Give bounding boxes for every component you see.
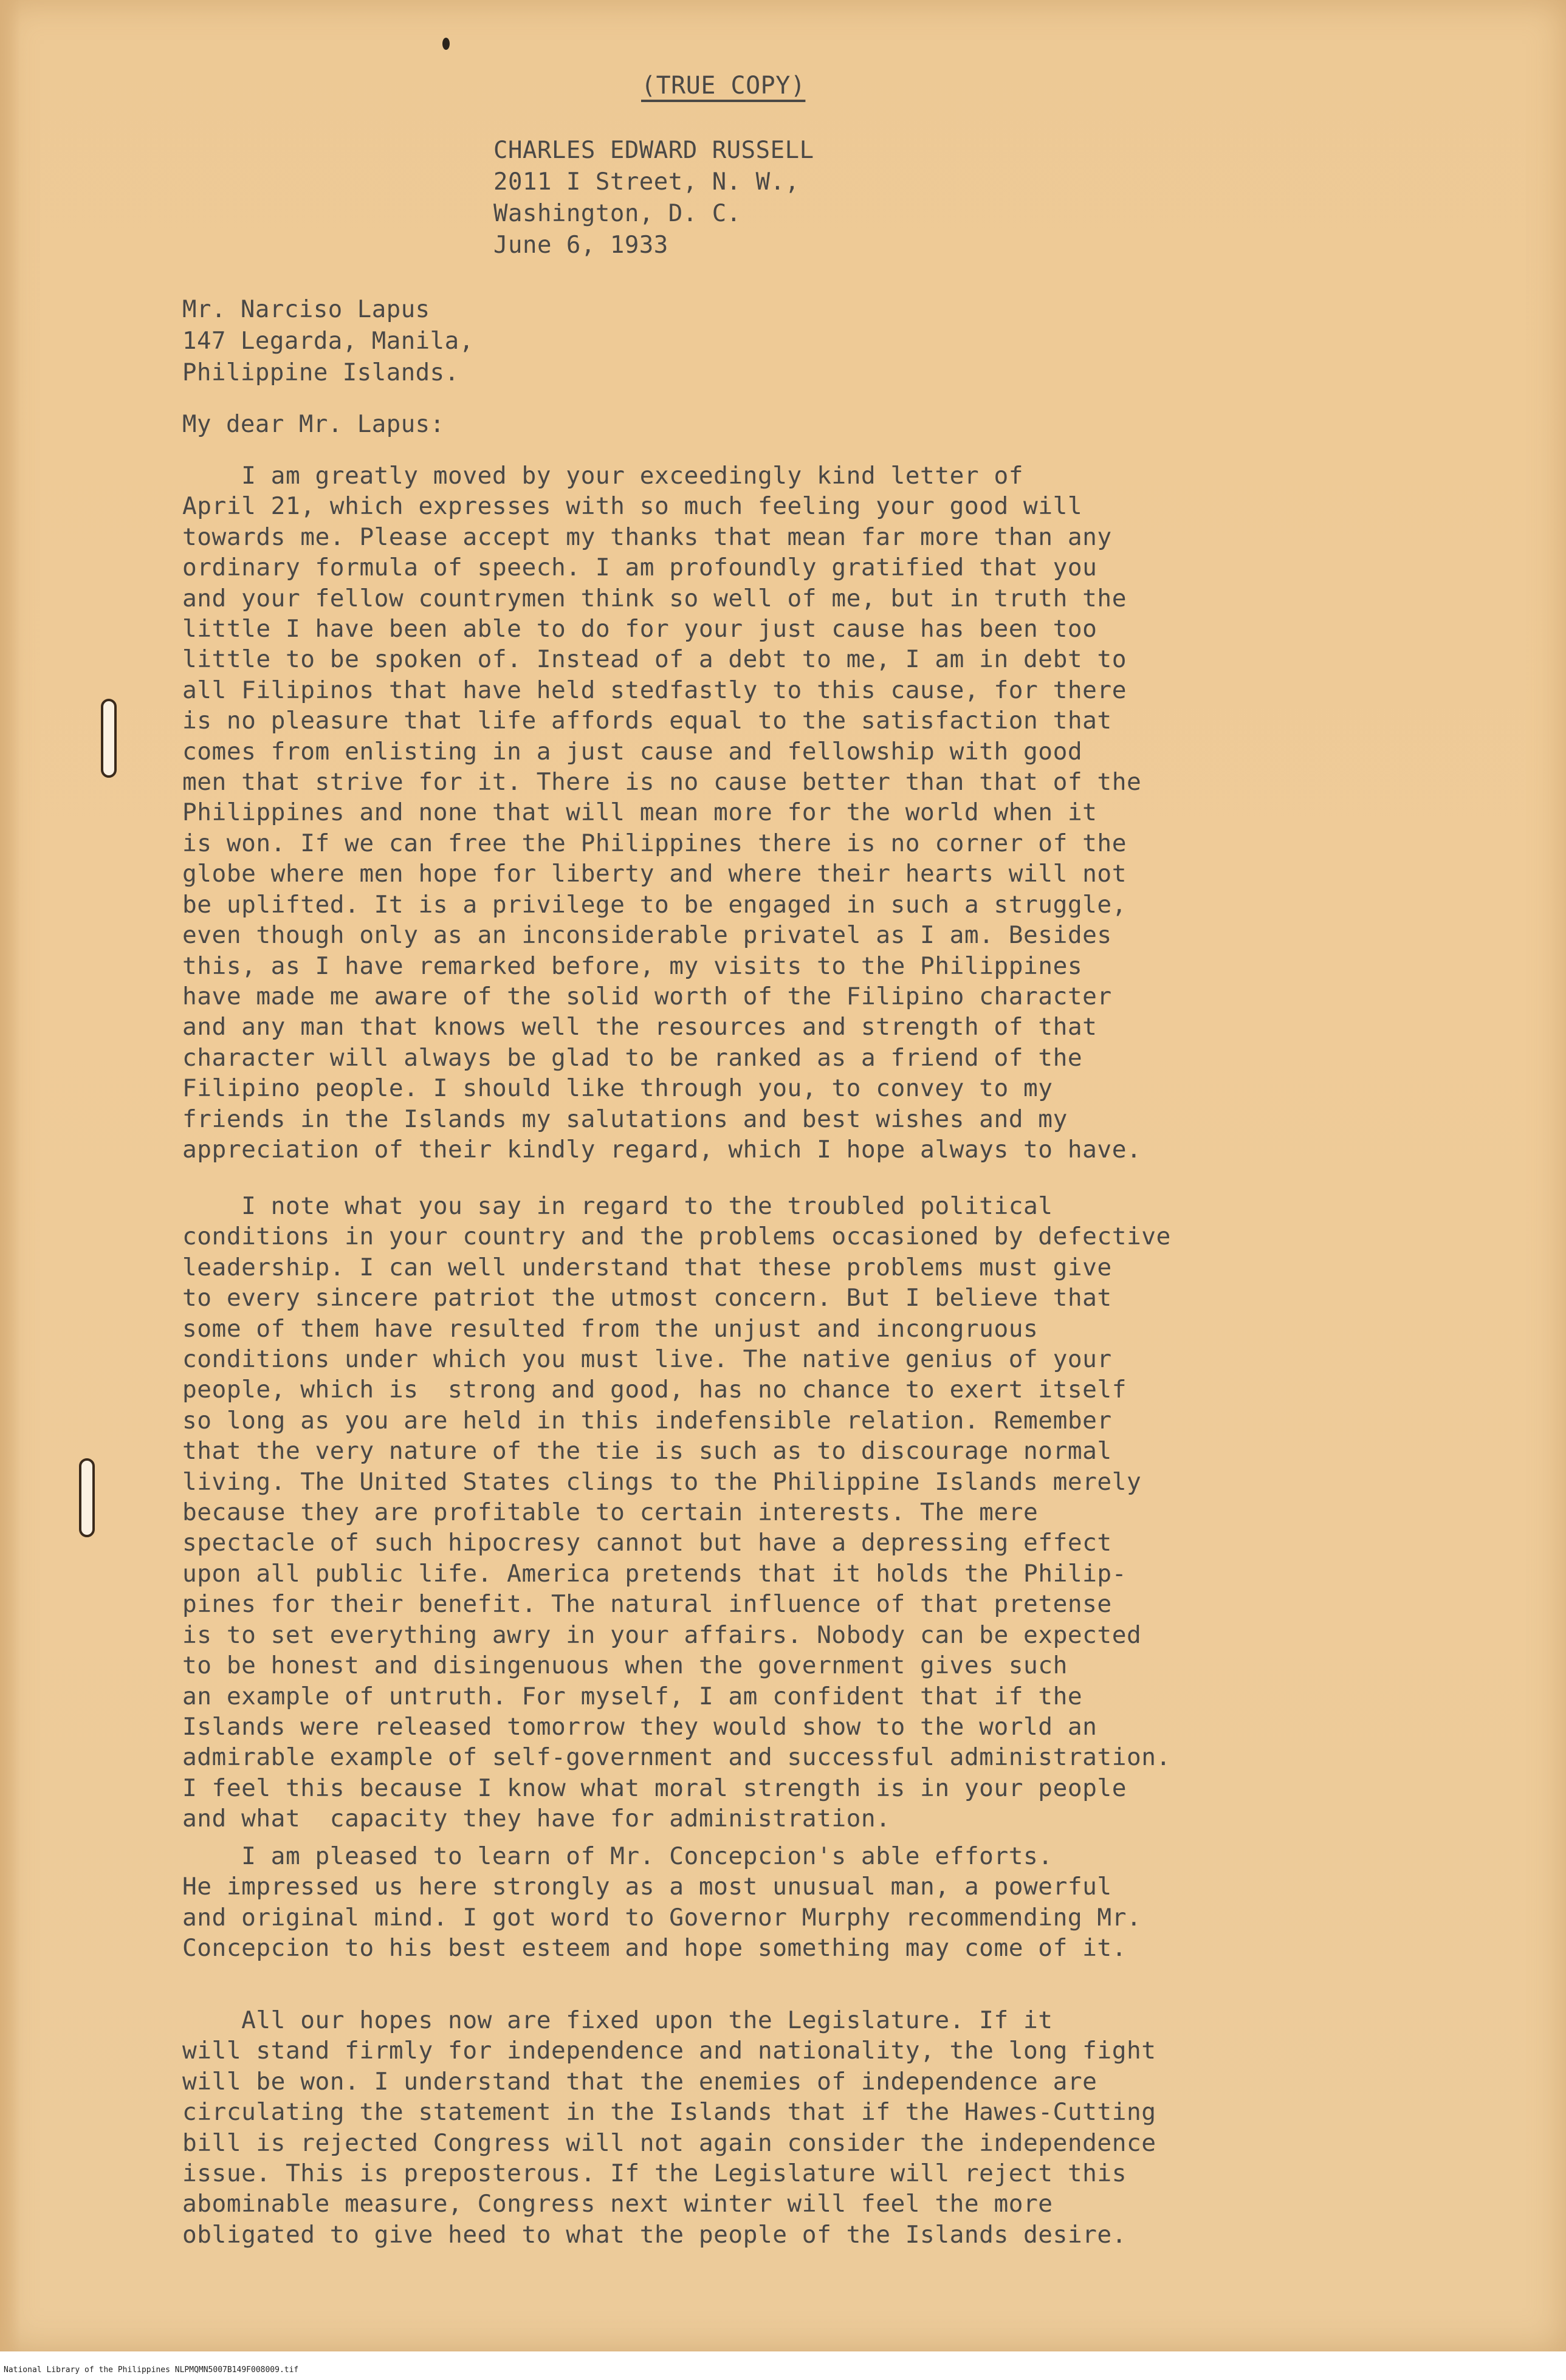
- sender-street: 2011 I Street, N. W.,: [493, 168, 800, 196]
- recipient-country: Philippine Islands.: [182, 359, 459, 386]
- recipient-street: 147 Legarda, Manila,: [182, 328, 474, 355]
- body-paragraph-2: I note what you say in regard to the troubled political conditions in your country and the problems occasioned by defective leadership. I can well understand that these problems must give to every sincere patriot the utmost concern. But I believe that some of them have resulted from the unjust and incongruous conditions under which you must live. The native genius of your people, which is strong and good, has no chance to exert itself so long as you are held in this indefensible relation. Remember that the very nature of the tie is such as to discourage normal living. The United States clings to the Philippine Islands merely because they are profitable to certain interests. The mere spectacle of such hipocresy cannot but have a depressing effect upon all public life. America pretends that it holds the Philip- pines for their benefit. The natural influence of that pretense is to set everything awry in your affairs. Nobody can be expected to be honest and disingenuous when the government gives such an example of untruth. For myself, I am confident that if the Islands were released tomorrow they would show to the world an admirable example of self-government and successful administration. I feel this because I know what moral strength is in your people and what capacity they have for administration.: [182, 1192, 1171, 1833]
- body-paragraph-3: I am pleased to learn of Mr. Concepcion's able efforts. He impressed us here strongly as a most unusual man, a powerful and original mind. I got word to Governor Murphy recommending Mr. Concepcion to his best esteem and hope something may come of it.: [182, 1842, 1142, 1963]
- true-copy-heading: (TRUE COPY): [641, 72, 806, 100]
- punch-hole-upper: [101, 699, 117, 778]
- recipient-block: [182, 294, 474, 389]
- ink-spot: [442, 38, 450, 50]
- sender-city: Washington, D. C.: [493, 200, 741, 227]
- body-paragraph-4: All our hopes now are fixed upon the Legislature. If it will stand firmly for independence and nationality, the long fight will be won. I understand that the enemies of independence are circulating the statement in the Islands that if the Hawes-Cutting bill is rejected Congress will not again consider the independence issue. This is preposterous. If the Legislature will reject this abominable measure, Congress next winter will feel the more obligated to give heed to what the people of the Islands desire.: [182, 2006, 1156, 2249]
- sender-block: [493, 135, 814, 261]
- torn-edge: [0, 0, 21, 2351]
- letter-date: June 6, 1933: [493, 231, 668, 259]
- punch-hole-lower: [79, 1458, 95, 1537]
- scan-caption: National Library of the Philippines NLPMQMN5007B149F008009.tif: [4, 2365, 299, 2375]
- sender-name: CHARLES EDWARD RUSSELL: [493, 137, 814, 164]
- body-paragraph-1: I am greatly moved by your exceedingly kind letter of April 21, which expresses with so much feeling your good will towards me. Please accept my thanks that mean far more than any ordinary formula of speech. I am profoundly gratified that you and your fellow countrymen think so well of me, but in truth the little I have been able to do for your just cause has been too little to be spoken of. Instead of a debt to me, I am in debt to all Filipinos that have held stedfastly to this cause, for there is no pleasure that life affords equal to the satisfaction that comes from enlisting in a just cause and fellowship with good men that strive for it. There is no cause better than that of the Philippines and none that will mean more for the world when it is won. If we can free the Philippines there is no corner of the globe where men hope for liberty and where their hearts will not be uplifted. It is a privilege to be engaged in such a struggle, even though only as an inconsiderable privatel as I am. Besides this, as I have remarked before, my visits to the Philippines have made me aware of the solid worth of the Filipino character and any man that knows well the resources and strength of that character will always be glad to be ranked as a friend of the Filipino people. I should like through you, to convey to my friends in the Islands my salutations and best wishes and my appreciation of their kindly regard, which I hope always to have.: [182, 462, 1142, 1164]
- recipient-name: Mr. Narciso Lapus: [182, 296, 430, 323]
- salutation: My dear Mr. Lapus:: [182, 411, 445, 438]
